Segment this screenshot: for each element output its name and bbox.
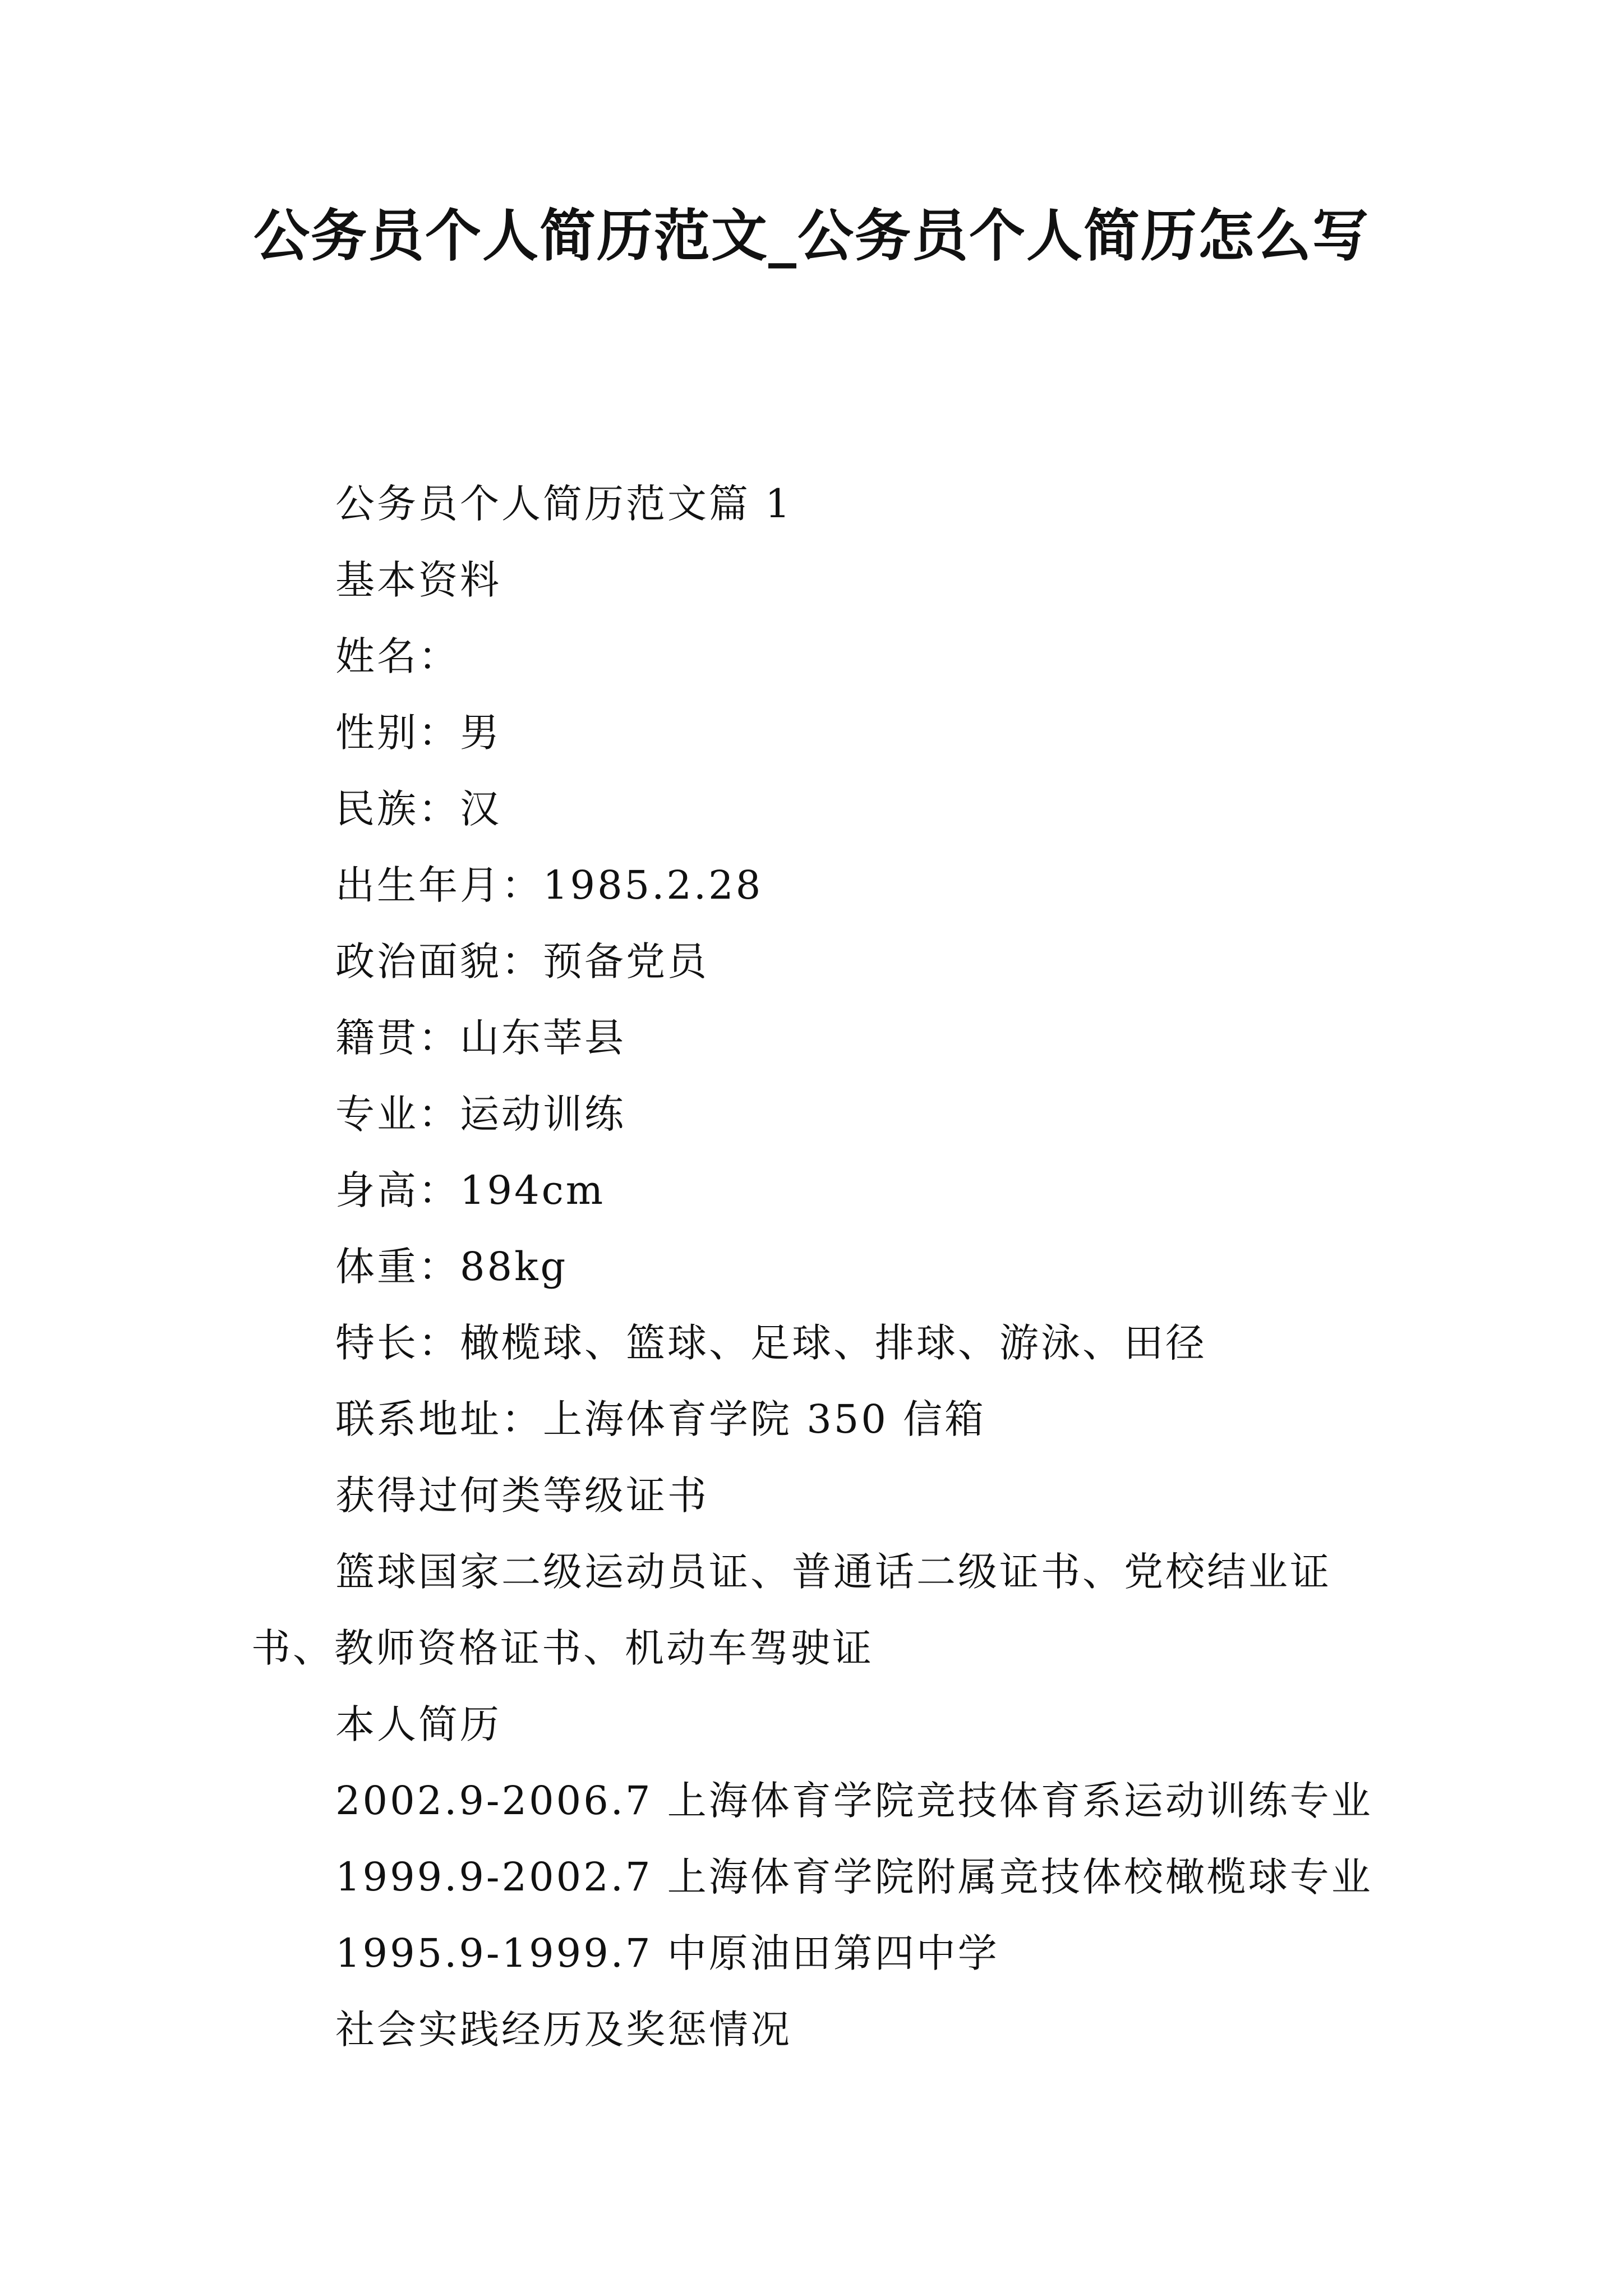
field-major: 专业：运动训练 [335, 1091, 626, 1137]
education-entry: 1995.9-1999.7 中原油田第四中学 [335, 1930, 999, 1976]
field-birth-date: 出生年月：1985.2.28 [335, 862, 763, 908]
resume-heading: 本人简历 [335, 1701, 501, 1747]
field-ethnicity: 民族：汉 [335, 786, 501, 832]
certificates-paragraph: 篮球国家二级运动员证、普通话二级证书、党校结业证书、教师资格证书、机动车驾驶证 [251, 1549, 1331, 1671]
field-address: 联系地址：上海体育学院 350 信箱 [335, 1396, 986, 1442]
subsection-heading: 基本资料 [335, 557, 501, 603]
field-native-place: 籍贯：山东莘县 [335, 1015, 626, 1061]
practice-heading: 社会实践经历及奖惩情况 [335, 2007, 792, 2053]
certificates-heading: 获得过何类等级证书 [335, 1473, 709, 1519]
field-height: 身高：194cm [335, 1167, 606, 1213]
field-political-status: 政治面貌：预备党员 [335, 938, 709, 984]
field-weight: 体重：88kg [335, 1244, 568, 1290]
field-specialties: 特长：橄榄球、篮球、足球、排球、游泳、田径 [335, 1320, 1207, 1366]
document-body [251, 466, 1378, 2068]
section-heading: 公务员个人简历范文篇 1 [335, 481, 792, 527]
education-entry: 1999.9-2002.7 上海体育学院附属竞技体校橄榄球专业 [335, 1854, 1373, 1900]
field-name: 姓名： [335, 633, 460, 679]
document-title: 公务员个人简历范文_公务员个人简历怎么写 [253, 203, 1370, 269]
education-entry: 2002.9-2006.7 上海体育学院竞技体育系运动训练专业 [335, 1778, 1373, 1824]
field-gender: 性别：男 [335, 710, 501, 756]
